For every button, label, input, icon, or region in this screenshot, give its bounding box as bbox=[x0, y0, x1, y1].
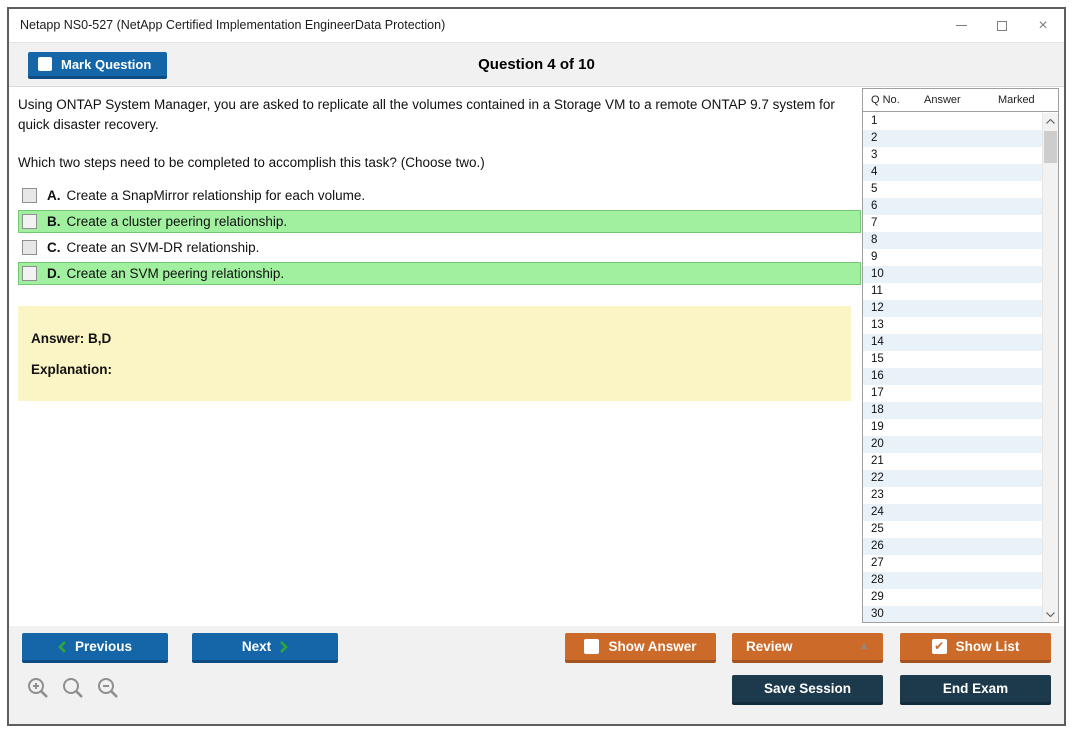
question-list-row[interactable]: 17 bbox=[863, 385, 1042, 402]
title-bar bbox=[9, 9, 1064, 42]
previous-button[interactable] bbox=[22, 633, 168, 663]
bottom-toolbar bbox=[9, 626, 1064, 724]
column-marked: Marked bbox=[998, 94, 1035, 106]
dropdown-arrow-icon: ▲ bbox=[859, 641, 869, 652]
review-button[interactable] bbox=[732, 633, 883, 663]
question-list-scrollbar[interactable] bbox=[1042, 113, 1058, 622]
question-list-row[interactable]: 3 bbox=[863, 147, 1042, 164]
question-list-row[interactable]: 1 bbox=[863, 113, 1042, 130]
question-list-row[interactable]: 28 bbox=[863, 572, 1042, 589]
question-list-row[interactable]: 10 bbox=[863, 266, 1042, 283]
question-list-panel bbox=[862, 88, 1059, 623]
option-text: Create an SVM peering relationship. bbox=[66, 266, 285, 281]
mark-question-checkbox[interactable] bbox=[38, 57, 52, 71]
column-qno: Q No. bbox=[871, 94, 900, 106]
question-list-row[interactable]: 16 bbox=[863, 368, 1042, 385]
app-window bbox=[7, 7, 1066, 726]
show-list-button[interactable] bbox=[900, 633, 1051, 663]
close-icon[interactable]: × bbox=[1038, 16, 1048, 34]
option-letter: D. bbox=[47, 266, 61, 281]
show-answer-checkbox[interactable] bbox=[584, 639, 599, 654]
question-list-row[interactable]: 7 bbox=[863, 215, 1042, 232]
option-row-b[interactable] bbox=[18, 210, 861, 233]
option-letter: A. bbox=[47, 188, 61, 203]
question-list-row[interactable]: 22 bbox=[863, 470, 1042, 487]
scroll-up-icon[interactable] bbox=[1043, 113, 1058, 129]
chevron-right-icon bbox=[280, 641, 288, 653]
show-list-checkbox[interactable] bbox=[932, 639, 947, 654]
question-list-row[interactable]: 30 bbox=[863, 606, 1042, 622]
question-list-row[interactable]: 14 bbox=[863, 334, 1042, 351]
question-list-row[interactable]: 29 bbox=[863, 589, 1042, 606]
explanation-label: Explanation: bbox=[31, 362, 113, 377]
question-paragraph-1: Using ONTAP System Manager, you are asked to replicate all the volumes contained in a Storage VM to a remote ONTAP 9.7 system for quick disaster recovery. bbox=[18, 97, 835, 132]
option-text: Create an SVM-DR relationship. bbox=[66, 240, 260, 255]
zoom-reset-icon[interactable] bbox=[61, 676, 85, 705]
question-list-row[interactable]: 19 bbox=[863, 419, 1042, 436]
question-list-row[interactable]: 9 bbox=[863, 249, 1042, 266]
zoom-tools bbox=[26, 676, 120, 705]
question-list-row[interactable]: 11 bbox=[863, 283, 1042, 300]
option-letter: C. bbox=[47, 240, 61, 255]
question-list-row[interactable]: 2 bbox=[863, 130, 1042, 147]
scroll-down-icon[interactable] bbox=[1043, 606, 1058, 622]
review-label: Review bbox=[746, 639, 793, 654]
answer-text: Answer: B,D bbox=[31, 331, 112, 346]
question-counter: Question 4 of 10 bbox=[478, 56, 595, 73]
option-row-a[interactable] bbox=[18, 184, 861, 207]
question-list-row[interactable]: 4 bbox=[863, 164, 1042, 181]
option-text: Create a cluster peering relationship. bbox=[66, 214, 288, 229]
column-answer: Answer bbox=[924, 94, 961, 106]
next-button[interactable] bbox=[192, 633, 338, 663]
question-list-row[interactable]: 5 bbox=[863, 181, 1042, 198]
option-text: Create a SnapMirror relationship for each volume. bbox=[66, 188, 366, 203]
window-title: Netapp NS0-527 (NetApp Certified Implementation EngineerData Protection) bbox=[20, 18, 446, 32]
chevron-left-icon bbox=[58, 641, 66, 653]
mark-question-button[interactable] bbox=[28, 52, 167, 79]
end-exam-button[interactable] bbox=[900, 675, 1051, 705]
option-checkbox[interactable] bbox=[22, 214, 37, 229]
question-list-row[interactable]: 15 bbox=[863, 351, 1042, 368]
options-list bbox=[18, 184, 861, 288]
option-checkbox[interactable] bbox=[22, 266, 37, 281]
question-list-header bbox=[863, 89, 1058, 112]
save-session-button[interactable] bbox=[732, 675, 883, 705]
show-answer-label: Show Answer bbox=[608, 639, 697, 654]
zoom-in-icon[interactable] bbox=[26, 676, 50, 705]
option-row-c[interactable] bbox=[18, 236, 861, 259]
question-list-row[interactable]: 13 bbox=[863, 317, 1042, 334]
next-label: Next bbox=[241, 639, 272, 654]
option-checkbox[interactable] bbox=[22, 188, 37, 203]
question-list-row[interactable]: 25 bbox=[863, 521, 1042, 538]
question-list-rows bbox=[863, 113, 1042, 622]
header-strip bbox=[9, 42, 1064, 87]
check-icon: ✔ bbox=[934, 639, 945, 653]
question-paragraph-2: Which two steps need to be completed to accomplish this task? (Choose two.) bbox=[18, 155, 485, 170]
show-answer-button[interactable] bbox=[565, 633, 716, 663]
show-list-label: Show List bbox=[955, 639, 1020, 654]
question-text bbox=[18, 95, 863, 186]
save-session-label: Save Session bbox=[763, 681, 852, 696]
end-exam-label: End Exam bbox=[942, 681, 1009, 696]
question-list-row[interactable]: 23 bbox=[863, 487, 1042, 504]
zoom-out-icon[interactable] bbox=[96, 676, 120, 705]
question-list-row[interactable]: 21 bbox=[863, 453, 1042, 470]
question-list-row[interactable]: 20 bbox=[863, 436, 1042, 453]
answer-box bbox=[18, 306, 851, 401]
scrollbar-thumb[interactable] bbox=[1044, 131, 1057, 163]
option-checkbox[interactable] bbox=[22, 240, 37, 255]
option-letter: B. bbox=[47, 214, 61, 229]
question-list-row[interactable]: 26 bbox=[863, 538, 1042, 555]
minimize-icon[interactable] bbox=[954, 19, 968, 33]
option-row-d[interactable] bbox=[18, 262, 861, 285]
maximize-icon[interactable] bbox=[995, 19, 1009, 33]
question-list-row[interactable]: 24 bbox=[863, 504, 1042, 521]
question-list-row[interactable]: 8 bbox=[863, 232, 1042, 249]
window-controls bbox=[954, 9, 1050, 42]
question-list-row[interactable]: 6 bbox=[863, 198, 1042, 215]
question-list-row[interactable]: 18 bbox=[863, 402, 1042, 419]
mark-question-label: Mark Question bbox=[61, 56, 152, 72]
question-list-row[interactable]: 12 bbox=[863, 300, 1042, 317]
previous-label: Previous bbox=[74, 639, 133, 654]
question-list-row[interactable]: 27 bbox=[863, 555, 1042, 572]
